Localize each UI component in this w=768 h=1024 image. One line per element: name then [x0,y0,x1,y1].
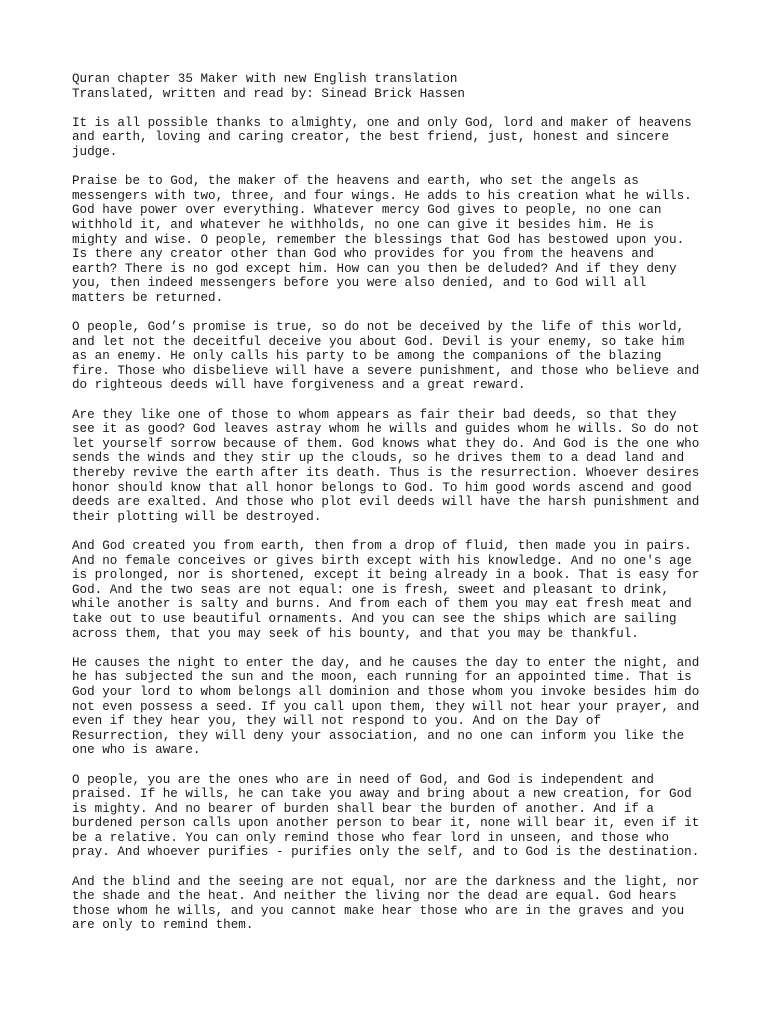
document-byline: Translated, written and read by: Sinead Brick Hassen [72,86,465,101]
paragraph-need-of-god: O people, you are the ones who are in need of God, and God is independent and praised. If he wills, he can take you away and bring about a new creation, for God is mighty. And no bearer of burden shall bear the burden of another. And if a burdened person calls upon another person to bear it, none will bear it, even if it be a relative. You can only remind those who fear lord in unseen, and those who pray. And whoever purifies - purifies only the self, and to God is the destination. [72,772,700,860]
paragraph-bad-deeds: Are they like one of those to whom appears as fair their bad deeds, so that they see it as good? God leaves astray whom he wills and guides whom he wills. So do not let yourself sorrow because of them. God knows what they do. And God is the one who sends the winds and they stir up the clouds, so he drives them to a dead land and thereby revive the earth after its death. Thus is the resurrection. Whoever desires honor should know that all honor belongs to God. To him good words ascend and good deeds are exalted. And those who plot evil deeds will have the harsh punishment and their plotting will be destroyed. [72,407,700,524]
paragraph-praise: Praise be to God, the maker of the heavens and earth, who set the angels as messengers with two, three, and four wings. He adds to his creation what he wills. God have power over everything. Whatever mercy God gives to people, no one can withhold it, and whatever he withholds, no one can give it besides him. He is mighty and wise. O people, remember the blessings that God has bestowed upon you. Is there any creator other than God who provides for you from the heavens and earth? There is no god except him. How can you then be deluded? And if they deny you, then indeed messengers before you were also denied, and to God will all matters be returned. [72,174,692,305]
paragraph-night-day: He causes the night to enter the day, and he causes the day to enter the night, and he has subjected the sun and the moon, each running for an appointed time. That is God your lord to whom belongs all dominion and those whom you invoke besides him do not even possess a seed. If you call upon them, they will not hear your prayer, and even if they hear you, they will not respond to you. And on the Day of Resurrection, they will deny your association, and no one can inform you like the one who is aware. [72,655,700,758]
paragraph-blind-seeing: And the blind and the seeing are not equal, nor are the darkness and the light, nor the shade and the heat. And neither the living nor the dead are equal. God hears those whom he wills, and you cannot make hear those who are in the graves and you are only to remind them. [72,874,700,933]
document-title: Quran chapter 35 Maker with new English translation [72,72,458,86]
paragraph-creation: And God created you from earth, then from a drop of fluid, then made you in pairs. And no female conceives or gives birth except with his knowledge. And no one's age is prolonged, nor is shortened, except it being already in a book. That is easy for God. And the two seas are not equal: one is fresh, sweet and pleasant to drink, while another is salty and burns. And from each of them you may eat fresh meat and take out to use beautiful ornaments. And you can see the ships which are sailing across them, that you may seek of his bounty, and that you may be thankful. [72,539,700,641]
paragraph-promise: O people, God’s promise is true, so do not be deceived by the life of this world, and let not the deceitful deceive you about God. Devil is your enemy, so take him as an enemy. He only calls his party to be among the companions of the blazing fire. Those who disbelieve will have a severe punishment, and those who believe and do righteous deeds will have forgiveness and a great reward. [72,320,700,393]
paragraph-intro: It is all possible thanks to almighty, one and only God, lord and maker of heavens and earth, loving and caring creator, the best friend, just, honest and sincere judge. [72,115,692,159]
document-page [72,72,712,933]
